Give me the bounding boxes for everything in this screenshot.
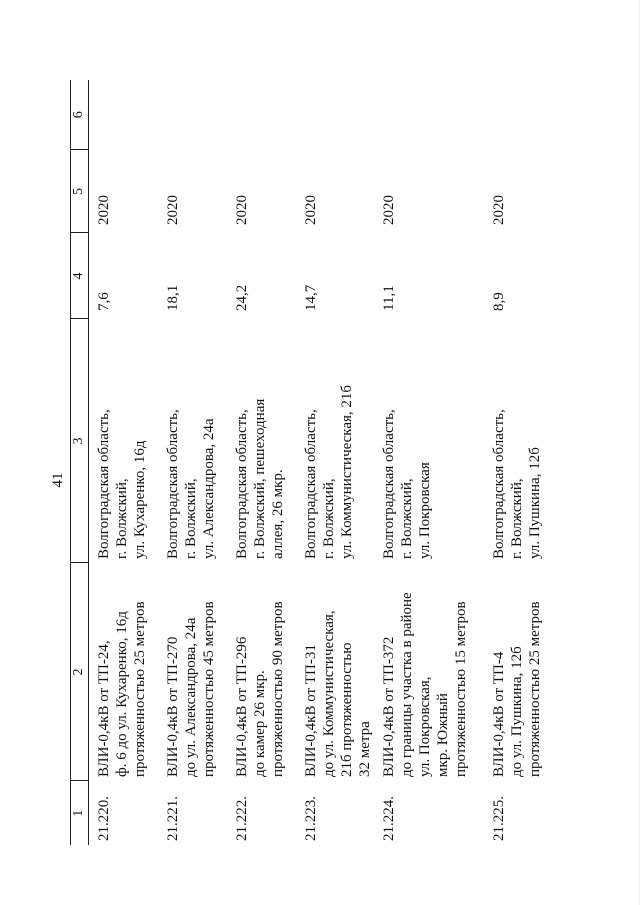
row-number: 21.225. (490, 796, 507, 841)
row-address: Волгоградская область, г. Волжский, ул. Александрова, 24а (164, 409, 217, 559)
row-address: Волгоградская область, г. Волжский, пешеходная аллея, 26 мкр. (233, 398, 286, 559)
table-row (227, 80, 296, 845)
col-header-4: 4 (71, 233, 89, 319)
row-description: ВЛИ-0,4кВ от ТП-372 до границы участка в районе ул. Покровская, мкр. Южный протяженностью 15 метров (380, 592, 469, 777)
row-number: 21.223. (302, 796, 319, 841)
row-extra (158, 80, 227, 150)
table-row (88, 80, 158, 845)
row-extra (227, 80, 296, 150)
row-value: 11,1 (380, 285, 397, 311)
row-value: 8,9 (490, 292, 507, 311)
row-description: ВЛИ-0,4кВ от ТП-270 до ул. Александрова, 24а протяженностью 45 метров (164, 601, 217, 777)
row-address: Волгоградская область, г. Волжский, ул. Пушкина, 12б (490, 409, 543, 559)
table-row (484, 80, 553, 845)
col-header-6: 6 (71, 80, 89, 150)
row-value: 18,1 (164, 284, 181, 311)
page-number: 41 (50, 472, 66, 488)
table-row (158, 80, 227, 845)
row-value: 7,6 (95, 292, 112, 311)
row-year: 2020 (302, 195, 319, 225)
objects-table (70, 80, 553, 845)
row-description: ВЛИ-0,4кВ от ТП-296 до камер 26 мкр. протяженностью 90 метров (233, 601, 286, 777)
row-extra (296, 80, 374, 150)
row-address: Волгоградская область, г. Волжский, ул. Коммунистическая, 21б (302, 384, 355, 559)
row-year: 2020 (95, 195, 112, 225)
row-extra (484, 80, 553, 150)
rotated-page (50, 80, 610, 880)
row-address: Волгоградская область, г. Волжский, ул. Покровская (380, 409, 433, 559)
row-number: 21.224. (380, 796, 397, 841)
row-year: 2020 (380, 195, 397, 225)
table-header-row (71, 80, 89, 845)
row-address: Волгоградская область, г. Волжский, ул. Кухаренко, 16д (95, 409, 148, 559)
row-description: ВЛИ-0,4кВ от ТП-24, ф. 6 до ул. Кухаренко, 16д протяженностью 25 метров (95, 601, 148, 777)
row-year: 2020 (164, 195, 181, 225)
row-value: 24,2 (233, 284, 250, 311)
row-extra (88, 80, 158, 150)
row-number: 21.222. (233, 796, 250, 841)
row-description: ВЛИ-0,4кВ от ТП-31 до ул. Коммунистическая, 21б протяженностью 32 метра (302, 610, 373, 777)
col-header-2: 2 (71, 563, 89, 781)
row-extra (374, 80, 484, 150)
row-description: ВЛИ-0,4кВ от ТП-4 до ул. Пушкина, 12б протяженностью 25 метров (490, 601, 543, 777)
row-number: 21.220. (95, 796, 112, 841)
table-row (374, 80, 484, 845)
col-header-3: 3 (71, 319, 89, 563)
row-year: 2020 (490, 195, 507, 225)
row-value: 14,7 (302, 284, 319, 311)
table-row (296, 80, 374, 845)
row-year: 2020 (233, 195, 250, 225)
col-header-5: 5 (71, 150, 89, 233)
row-number: 21.221. (164, 796, 181, 841)
col-header-1: 1 (71, 781, 89, 845)
